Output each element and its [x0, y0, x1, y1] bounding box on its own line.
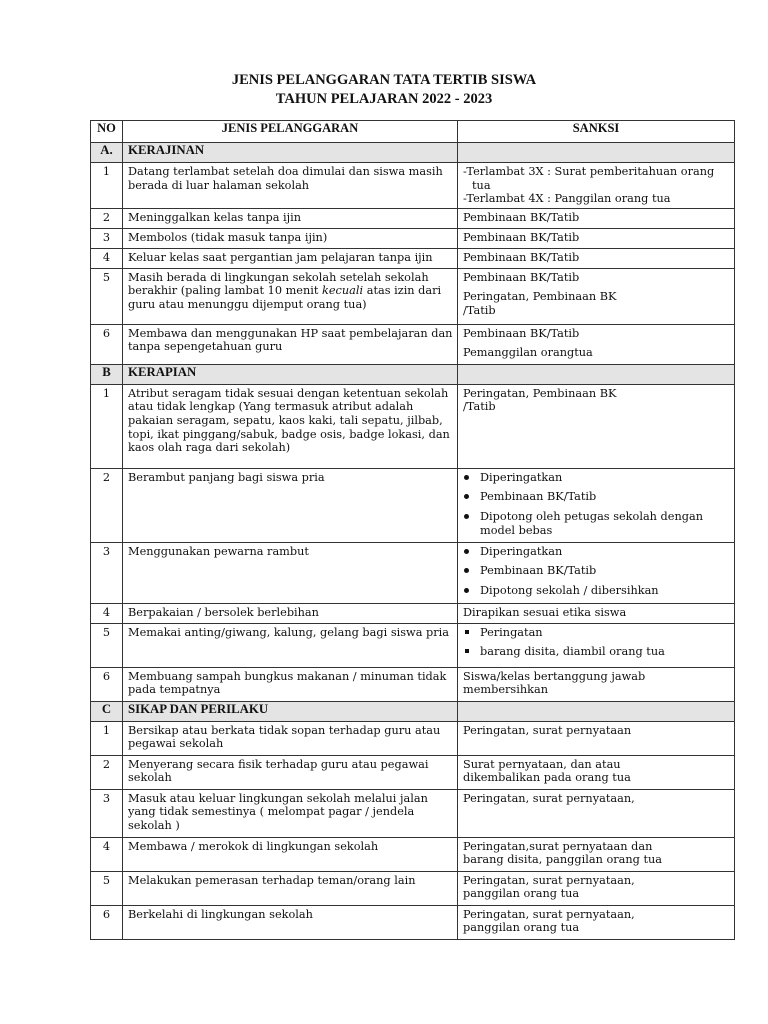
row-no: 3 — [91, 542, 123, 603]
row-sanksi — [458, 542, 735, 603]
sanksi-bullet: Pembinaan BK/Tatib — [463, 490, 730, 504]
row-no: 1 — [91, 163, 123, 209]
row-no: 2 — [91, 468, 123, 542]
row-no: 6 — [91, 905, 123, 939]
table-row — [91, 623, 735, 667]
row-jenis: Membawa dan menggunakan HP saat pembelajaran dan tanpa sepengetahuan guru — [123, 324, 458, 364]
sanksi-bullet: Diperingatkan — [463, 471, 730, 485]
table-row — [91, 208, 735, 228]
sanksi-line: Pemanggilan orangtua — [463, 346, 593, 360]
sanksi-bullet: Dipotong oleh petugas sekolah dengan model bebas — [463, 510, 730, 537]
row-jenis: Membolos (tidak masuk tanpa ijin) — [123, 228, 458, 248]
row-sanksi: Pembinaan BK/Tatib — [458, 248, 735, 268]
row-sanksi: Peringatan,surat pernyataan dan barang disita, panggilan orang tua — [458, 837, 735, 871]
table-row — [91, 268, 735, 324]
row-sanksi: Siswa/kelas bertanggung jawab membersihkan — [458, 667, 735, 701]
section-code: C — [91, 701, 123, 721]
sanksi-line: Peringatan, Pembinaan BK /Tatib — [463, 386, 617, 414]
row-jenis: Berambut panjang bagi siswa pria — [123, 468, 458, 542]
sanksi-bullet: Pembinaan BK/Tatib — [463, 564, 730, 578]
section-empty-cell — [458, 364, 735, 384]
row-sanksi: Peringatan, surat pernyataan, panggilan orang tua — [458, 905, 735, 939]
row-sanksi: Peringatan, surat pernyataan, — [458, 789, 735, 837]
sanksi-line: Peringatan, Pembinaan BK /Tatib — [463, 290, 617, 317]
table-row — [91, 384, 735, 468]
sanksi-bullet: Diperingatkan — [463, 545, 730, 559]
row-sanksi — [458, 623, 735, 667]
table-row — [91, 755, 735, 789]
row-no: 5 — [91, 623, 123, 667]
row-sanksi: Peringatan, surat pernyataan — [458, 721, 735, 755]
row-sanksi: Pembinaan BK/Tatib — [458, 228, 735, 248]
row-no: 1 — [91, 721, 123, 755]
sanksi-line: -Terlambat 3X : Surat pemberitahuan orang tua — [463, 165, 715, 192]
sanksi-bullet: barang disita, diambil orang tua — [463, 645, 730, 659]
table-row — [91, 468, 735, 542]
table-row — [91, 871, 735, 905]
row-jenis: Bersikap atau berkata tidak sopan terhadap guru atau pegawai sekolah — [123, 721, 458, 755]
row-jenis — [123, 268, 458, 324]
row-no: 2 — [91, 755, 123, 789]
row-jenis: Datang terlambat setelah doa dimulai dan siswa masih berada di luar halaman sekolah — [123, 163, 458, 209]
section-code: A. — [91, 143, 123, 163]
row-jenis: Membuang sampah bungkus makanan / minuman tidak pada tempatnya — [123, 667, 458, 701]
table-row — [91, 163, 735, 209]
section-name: SIKAP DAN PERILAKU — [123, 701, 458, 721]
jenis-text-a: Masih berada di lingkungan sekolah setelah sekolah berakhir (paling lambat 10 menit — [128, 270, 429, 298]
table-row — [91, 603, 735, 623]
sanksi-bullet: Peringatan — [463, 626, 730, 640]
row-jenis — [123, 384, 458, 468]
section-row-sikap — [91, 701, 735, 721]
table-row — [91, 248, 735, 268]
row-no: 5 — [91, 268, 123, 324]
row-jenis: Masuk atau keluar lingkungan sekolah melalui jalan yang tidak semestinya ( melompat pagar / jendela sekolah ) — [123, 789, 458, 837]
table-row — [91, 324, 735, 364]
row-sanksi: Surat pernyataan, dan atau dikembalikan pada orang tua — [458, 755, 735, 789]
row-sanksi — [458, 468, 735, 542]
row-no: 3 — [91, 228, 123, 248]
document-subtitle: TAHUN PELAJARAN 2022 - 2023 — [275, 91, 493, 107]
row-jenis: Membawa / merokok di lingkungan sekolah — [123, 837, 458, 871]
section-row-kerajinan — [91, 143, 735, 163]
header-sanksi: SANKSI — [458, 121, 735, 143]
section-empty-cell — [458, 143, 735, 163]
sanksi-line: Pembinaan BK/Tatib — [463, 326, 580, 340]
jenis-text-b: atas izin dari guru atau menunggu dijemput orang tua) — [128, 284, 442, 311]
section-code: B — [91, 364, 123, 384]
section-row-kerapian — [91, 364, 735, 384]
jenis-text-italic: kecuali — [322, 284, 364, 298]
row-sanksi: Peringatan, surat pernyataan, panggilan orang tua — [458, 871, 735, 905]
row-sanksi: Dirapikan sesuai etika siswa — [458, 603, 735, 623]
row-no: 6 — [91, 667, 123, 701]
row-jenis: Menggunakan pewarna rambut — [123, 542, 458, 603]
table-header-row — [91, 121, 735, 143]
row-sanksi: Pembinaan BK/Tatib — [458, 208, 735, 228]
row-no: 6 — [91, 324, 123, 364]
table-row — [91, 667, 735, 701]
header-no: NO — [91, 121, 123, 143]
row-jenis: Berkelahi di lingkungan sekolah — [123, 905, 458, 939]
row-jenis: Menyerang secara fisik terhadap guru atau pegawai sekolah — [123, 755, 458, 789]
row-no: 4 — [91, 603, 123, 623]
row-jenis: Memakai anting/giwang, kalung, gelang bagi siswa pria — [123, 623, 458, 667]
document-title: JENIS PELANGGARAN TATA TERTIB SISWA — [231, 72, 537, 88]
jenis-text: Atribut seragam tidak sesuai dengan ketentuan sekolah atau tidak lengkap — [128, 386, 449, 414]
row-jenis: Berpakaian / bersolek berlebihan — [123, 603, 458, 623]
sanksi-line: Pembinaan BK/Tatib — [463, 270, 580, 284]
table-row — [91, 721, 735, 755]
sanksi-line: -Terlambat 4X : Panggilan orang tua — [463, 192, 671, 206]
row-jenis: Melakukan pemerasan terhadap teman/orang lain — [123, 871, 458, 905]
table-row — [91, 228, 735, 248]
row-jenis: Meninggalkan kelas tanpa ijin — [123, 208, 458, 228]
table-row — [91, 789, 735, 837]
row-sanksi — [458, 384, 735, 468]
row-sanksi — [458, 324, 735, 364]
sanksi-bullet: Dipotong sekolah / dibersihkan — [463, 584, 730, 598]
row-no: 4 — [91, 837, 123, 871]
table-row — [91, 905, 735, 939]
row-no: 1 — [91, 384, 123, 468]
row-sanksi — [458, 163, 735, 209]
row-no: 5 — [91, 871, 123, 905]
row-no: 2 — [91, 208, 123, 228]
jenis-note: (Yang termasuk atribut adalah pakaian seragam, sepatu, kaos kaki, tali sepatu, jilbab, topi, ikat pinggang/sabuk, badge osis, badge lokasi, dan kaos olah raga dari sekolah) — [128, 400, 450, 455]
table-row — [91, 542, 735, 603]
section-name: KERAPIAN — [123, 364, 458, 384]
section-name: KERAJINAN — [123, 143, 458, 163]
violations-table — [90, 120, 735, 940]
table-row — [91, 837, 735, 871]
row-no: 4 — [91, 248, 123, 268]
header-jenis: JENIS PELANGGARAN — [123, 121, 458, 143]
row-jenis: Keluar kelas saat pergantian jam pelajaran tanpa ijin — [123, 248, 458, 268]
row-sanksi — [458, 268, 735, 324]
row-no: 3 — [91, 789, 123, 837]
section-empty-cell — [458, 701, 735, 721]
